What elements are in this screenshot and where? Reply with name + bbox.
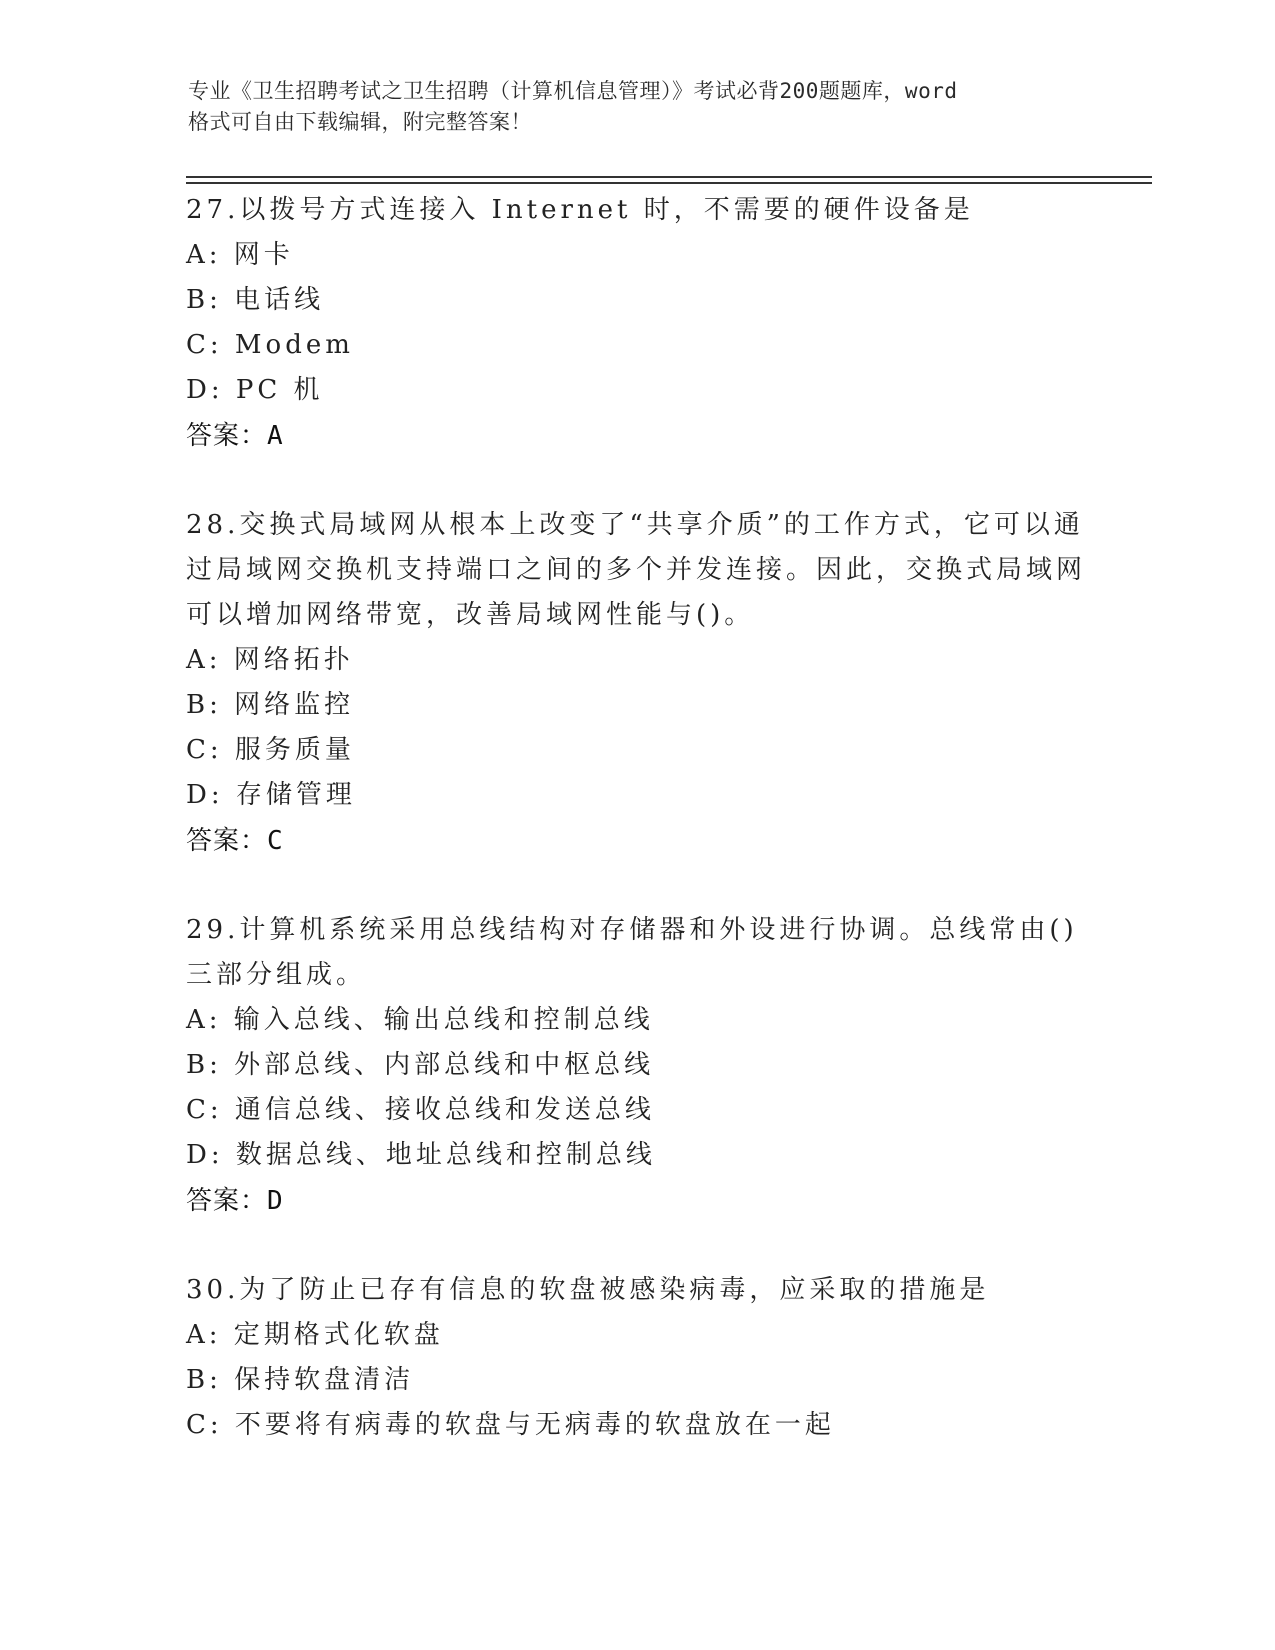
answer-label: 答案：D [186,1186,284,1216]
option-b: B: 电话线 [186,285,325,315]
question-text: 28.交换式局域网从根本上改变了“共享介质”的工作方式，它可以通过局域网交换机支持端口之间的多个并发连接。因此，交换式局域网可以增加网络带宽，改善局域网性能与()。 [186,510,1087,630]
question-spacer [186,459,1086,503]
option-b: B: 网络监控 [186,690,355,720]
header-divider-bottom [186,182,1152,184]
option-c: C: 通信总线、接收总线和发送总线 [186,1095,655,1125]
header-divider-top [186,176,1152,178]
option-a: A: 定期格式化软盘 [186,1320,444,1350]
option-d: D: 数据总线、地址总线和控制总线 [186,1140,656,1170]
option-d: D: PC 机 [186,375,324,405]
document-header [188,76,1088,138]
option-c: C: 不要将有病毒的软盘与无病毒的软盘放在一起 [186,1410,835,1440]
option-a: A: 输入总线、输出总线和控制总线 [186,1005,654,1035]
question-spacer [186,864,1086,908]
answer-label: 答案：A [186,421,284,451]
option-b: B: 保持软盘清洁 [186,1365,415,1395]
answer-label: 答案：C [186,826,284,856]
question-28 [186,503,1086,864]
question-text: 30.为了防止已存有信息的软盘被感染病毒，应采取的措施是 [186,1275,990,1305]
option-c: C: 服务质量 [186,735,355,765]
question-list [186,188,1086,1448]
question-27 [186,188,1086,459]
header-line-2: 格式可自由下载编辑，附完整答案！ [188,110,532,134]
option-a: A: 网络拓扑 [186,645,354,675]
question-spacer [186,1224,1086,1268]
option-b: B: 外部总线、内部总线和中枢总线 [186,1050,655,1080]
question-text: 29.计算机系统采用总线结构对存储器和外设进行协调。总线常由()三部分组成。 [186,915,1078,990]
header-line-1: 专业《卫生招聘考试之卫生招聘（计算机信息管理）》考试必背200题题库，word [188,79,958,103]
question-29 [186,908,1086,1224]
question-30 [186,1268,1086,1448]
option-d: D: 存储管理 [186,780,356,810]
question-text: 27.以拨号方式连接入 Internet 时，不需要的硬件设备是 [186,195,974,225]
option-c: C: Modem [186,330,354,360]
option-a: A: 网卡 [186,240,294,270]
